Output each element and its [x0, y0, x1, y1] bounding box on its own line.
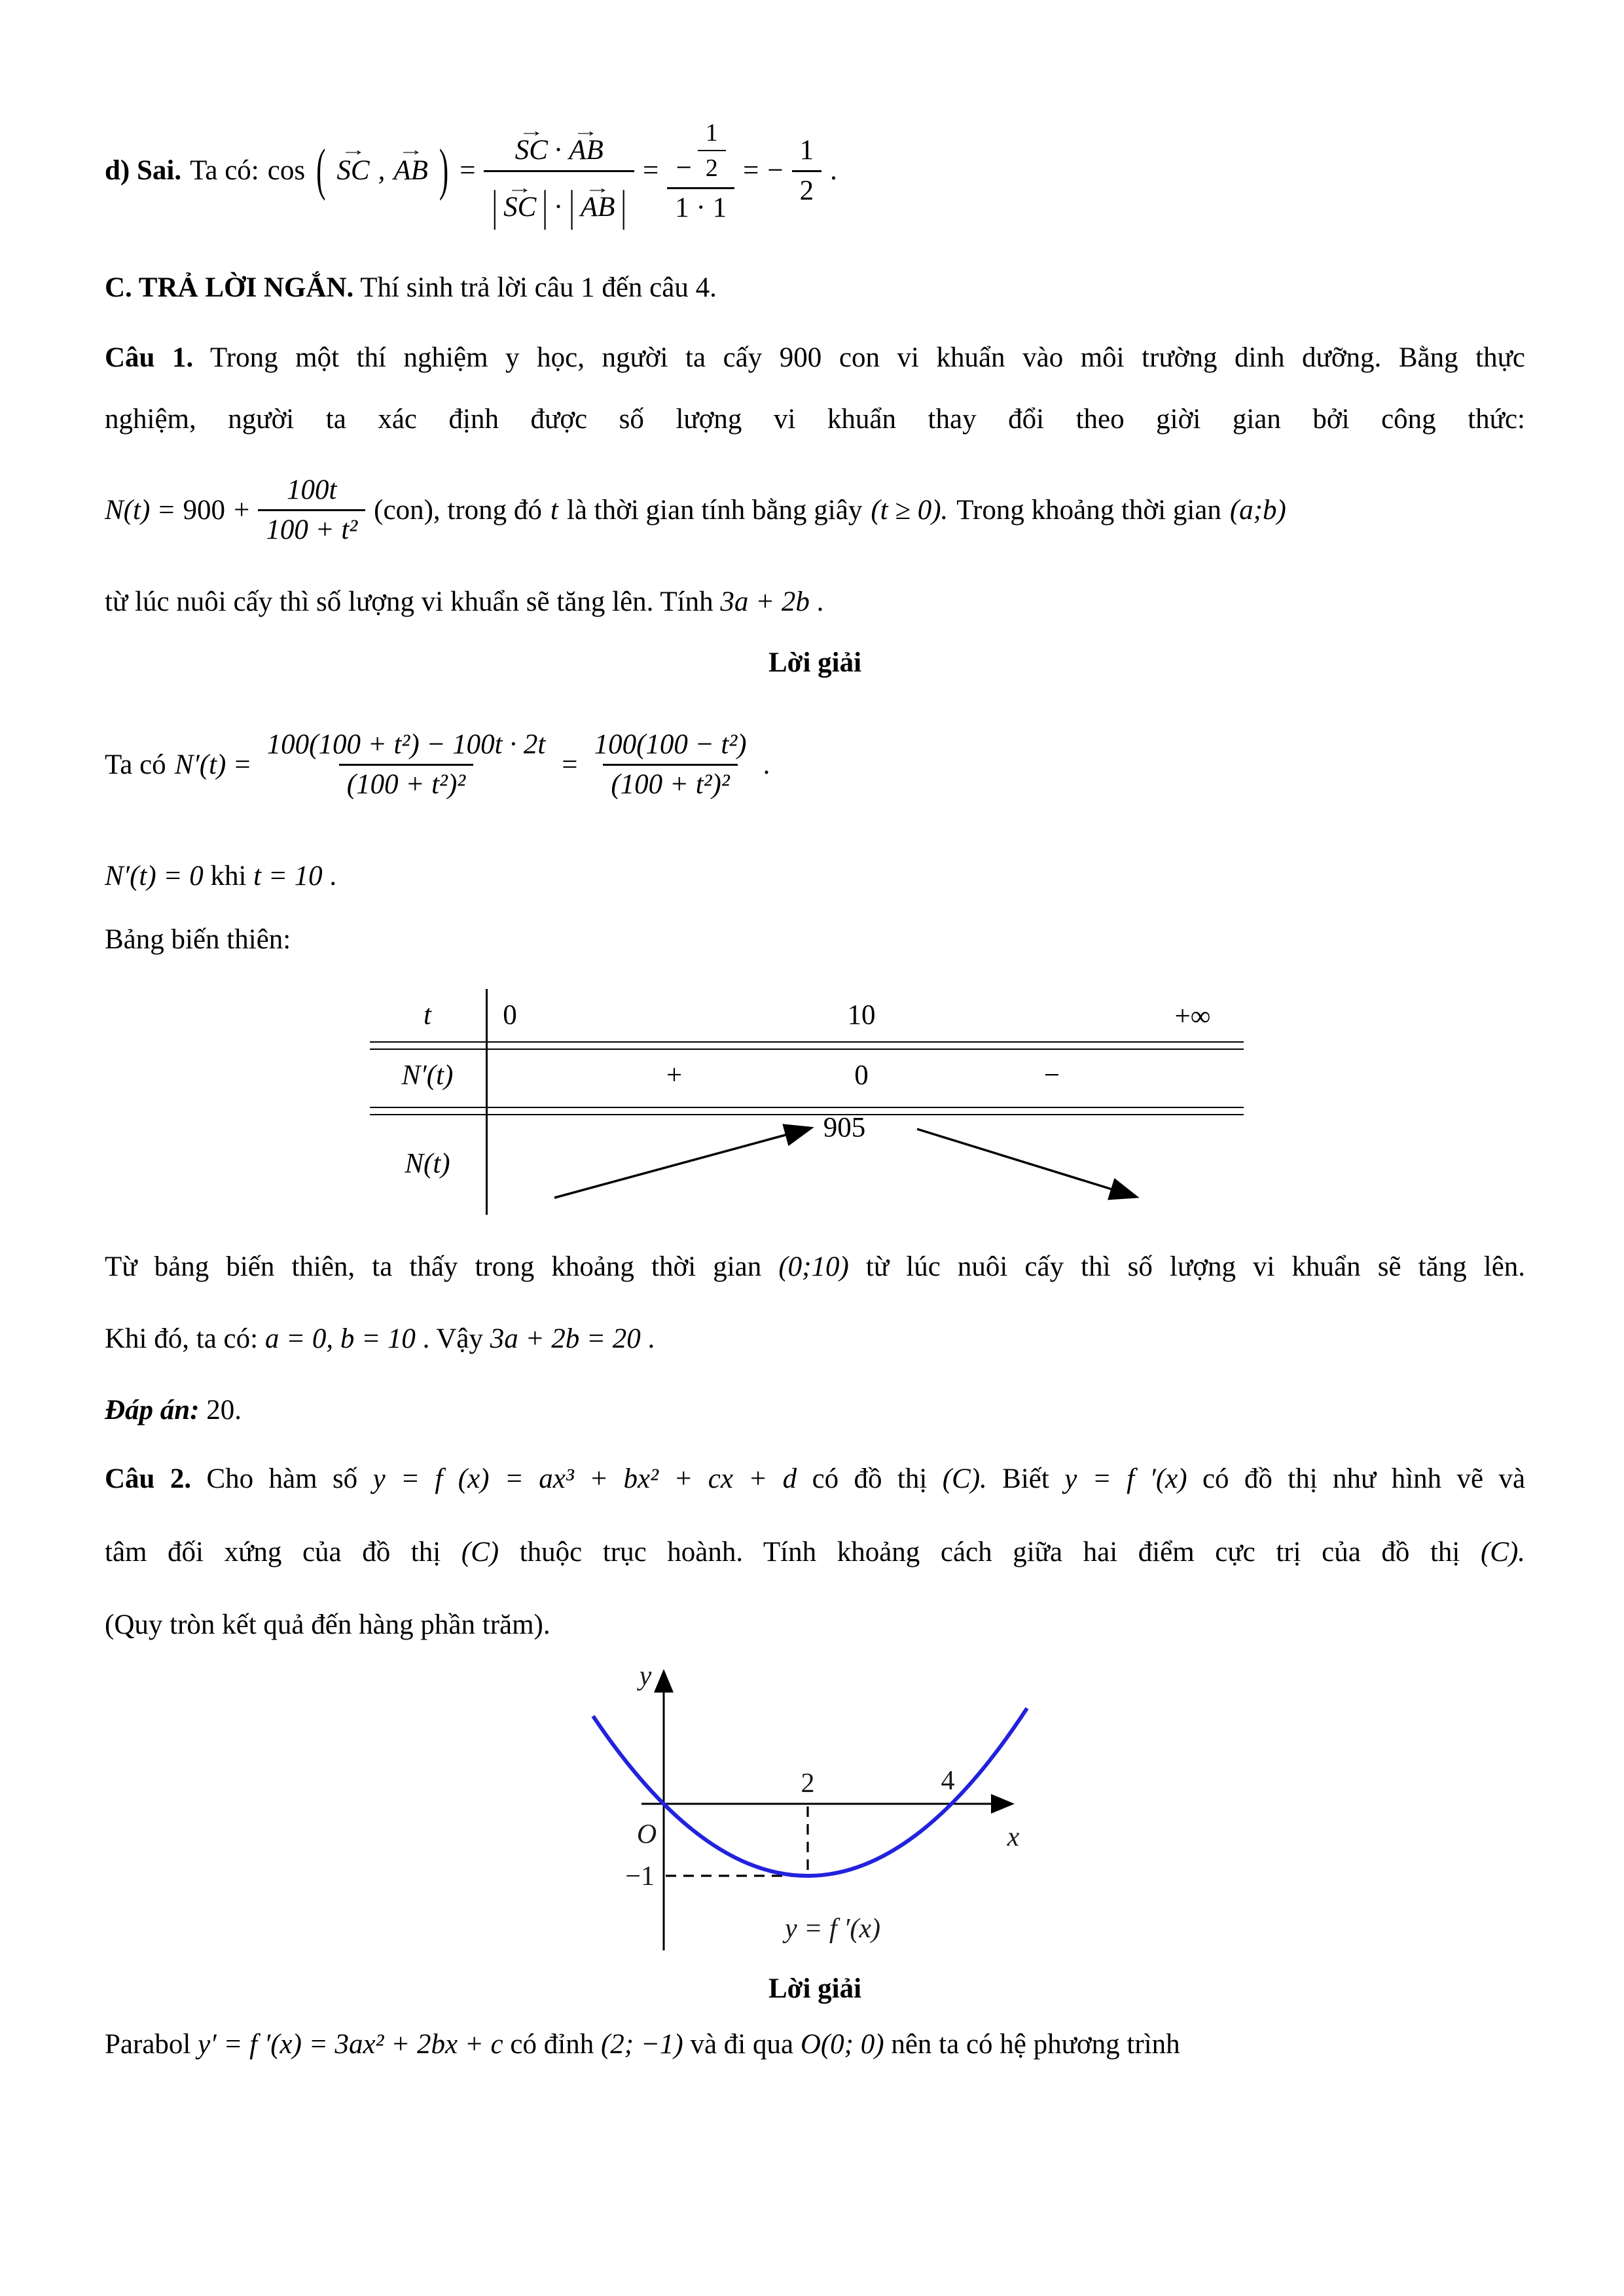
- fraction-dot-product: [484, 115, 634, 231]
- taco-text: Ta có: [105, 749, 166, 780]
- abs-bar: |: [569, 183, 575, 231]
- cau1-text1: Trong một thí nghiệm y học, người ta cấy 900 con vi khuẩn vào môi trường dinh dưỡng. Bằng thực: [210, 342, 1526, 374]
- n-prime-t: N′(t): [174, 749, 226, 780]
- table-max-value: 905: [823, 1112, 866, 1143]
- cau2-rounding-note: (Quy tròn kết quả đến hàng phần trăm).: [105, 1609, 550, 1640]
- vector-sc: → SC: [503, 179, 537, 223]
- decrease-arrow-icon: [917, 1129, 1135, 1196]
- abs-bar: |: [492, 183, 498, 231]
- variation-arrows: [486, 1113, 1244, 1215]
- solution2-heading: Lời giải: [768, 1973, 862, 2004]
- plus-sign: +: [234, 495, 250, 526]
- fraction-100t: $\frac{100t}{\text{100 + t²}}$: [258, 471, 365, 550]
- answer-label: Đáp án:: [105, 1394, 200, 1426]
- cau2-text-c: Biết: [1002, 1463, 1049, 1495]
- cau2-text-d: có đồ thị như hình vẽ và: [1202, 1463, 1526, 1495]
- khido-text: Khi đó, ta có:: [105, 1323, 259, 1354]
- table-value-infinity: +∞: [1174, 1001, 1211, 1032]
- parabol-line: [105, 2025, 1525, 2064]
- section-c-subtitle: Thí sinh trả lời câu 1 đến câu 4.: [360, 272, 717, 303]
- cau1-tail-text: Trong khoảng thời gian: [956, 495, 1221, 526]
- cau1-line1: [105, 338, 1525, 377]
- equals: =: [562, 749, 578, 780]
- cau1-label: Câu 1.: [105, 342, 194, 374]
- result-expression: 3a + 2b = 20: [490, 1323, 641, 1354]
- cau1-con-text: (con), trong đó: [374, 495, 542, 526]
- table-header-t: t: [424, 999, 431, 1031]
- section-c-heading: [105, 268, 1525, 307]
- interval-ab: (a;b): [1229, 495, 1286, 526]
- khi-text: khi: [210, 860, 247, 891]
- comma: ,: [378, 155, 386, 187]
- vector-ab: → AB: [569, 122, 604, 166]
- cau1-line4: [105, 583, 1525, 621]
- origin-point: O(0; 0): [800, 2028, 884, 2060]
- answer-value: 20.: [206, 1394, 242, 1426]
- equals: =: [642, 155, 659, 187]
- ab-values: a = 0, b = 10: [264, 1323, 416, 1354]
- table-sign-plus: +: [666, 1060, 683, 1091]
- vector-arrow-icon: →: [340, 141, 367, 160]
- tail-text: nên ta có hệ phương trình: [891, 2028, 1180, 2060]
- table-header-nprime: N′(t): [401, 1060, 454, 1091]
- minus-sign: −: [676, 152, 692, 183]
- table-value-0: 0: [503, 999, 517, 1031]
- vector-arrow-icon: →: [507, 179, 533, 197]
- period: .: [329, 860, 337, 891]
- vertex-coords: (2; −1): [600, 2028, 683, 2060]
- expr-3a-2b: 3a + 2b: [720, 586, 810, 617]
- table-sign-zero: 0: [854, 1060, 869, 1091]
- fraction-one-half: $\frac{1}{2}$: [792, 132, 822, 210]
- cau2-text-b: có đồ thị: [812, 1463, 928, 1495]
- after-table-text2: từ lúc nuôi cấy thì số lượng vi khuẩn sẽ tăng lên.: [865, 1251, 1526, 1283]
- n-of-t: N(t): [105, 495, 151, 526]
- statement-d-label: d) Sai.: [105, 155, 182, 187]
- tick-label-4: 4: [941, 1766, 955, 1797]
- cos-operator: cos: [267, 155, 306, 187]
- table-header-n: N(t): [405, 1148, 450, 1179]
- vector-ab: → AB: [393, 151, 428, 190]
- cau1-text2: nghiệm, người ta xác định được số lượng vi khuẩn thay đổi theo giời gian bởi công thức:: [105, 403, 1525, 435]
- solution1-heading: Lời giải: [768, 647, 862, 679]
- khido-line: [105, 1319, 1525, 1358]
- period: .: [816, 586, 824, 617]
- dot-operator: ·: [553, 135, 564, 166]
- cau2-text-a: Cho hàm số: [206, 1463, 358, 1495]
- x-axis-label: x: [1007, 1822, 1020, 1853]
- t-variable: t: [550, 495, 558, 526]
- t-eq-10: t = 10: [253, 860, 323, 891]
- vector-arrow-icon: →: [573, 122, 600, 141]
- fraction-one-half: $\frac{1}{2}$: [698, 116, 726, 185]
- increase-arrow-icon: [554, 1128, 810, 1198]
- tick-label-2: 2: [801, 1768, 815, 1799]
- parabol-text: Parabol: [105, 2028, 191, 2060]
- period: .: [763, 749, 770, 780]
- vector-arrow-icon: →: [397, 141, 424, 160]
- parabola-equation: y′ = f ′(x) = 3ax² + 2bx + c: [198, 2028, 503, 2060]
- abs-bar: |: [542, 183, 548, 231]
- left-paren: (: [316, 139, 326, 202]
- section-c-title: C. TRẢ LỜI NGẮN.: [105, 272, 354, 303]
- period: .: [830, 155, 837, 187]
- equals: =: [743, 155, 759, 187]
- vector-ab: → AB: [580, 179, 615, 223]
- curve-c: (C).: [942, 1463, 987, 1495]
- diqua-text: và đi qua: [690, 2028, 794, 2060]
- dot-operator: ·: [553, 191, 564, 223]
- curve-c: (C): [461, 1536, 499, 1568]
- base-900: 900: [183, 495, 226, 526]
- cau2-line2: [105, 1533, 1525, 1571]
- vector-arrow-icon: →: [518, 122, 545, 141]
- origin-label: O: [636, 1820, 657, 1850]
- vay-text: . Vậy: [422, 1323, 483, 1354]
- cau1-formula-line: [105, 456, 1525, 565]
- cau2-line3: [105, 1605, 1525, 1644]
- statement-d-line: [105, 84, 1525, 258]
- statement-d-lead: Ta có:: [190, 155, 259, 187]
- right-paren: ): [439, 139, 449, 202]
- table-sign-minus: −: [1043, 1060, 1060, 1091]
- period: .: [647, 1323, 655, 1354]
- vector-sc: → SC: [514, 122, 548, 166]
- cau1-mid-text: là thời gian tính bằng giây: [566, 495, 863, 526]
- minus-sign: −: [767, 155, 784, 187]
- y-axis-label: y: [639, 1661, 652, 1692]
- cau1-text4: từ lúc nuôi cấy thì số lượng vi khuẩn sẽ tăng lên. Tính: [105, 586, 713, 617]
- answer-line: [105, 1391, 1525, 1429]
- fraction-derivative-1: $\frac{\text{100(100 + t²) − 100t · 2t}}{\text{(100 + t²)²}}$: [259, 726, 554, 804]
- abs-bar: |: [621, 183, 626, 231]
- equals: =: [460, 155, 476, 187]
- after-table-line: [105, 1247, 1525, 1286]
- interval-0-10: (0;10): [778, 1251, 849, 1283]
- zero-line: [105, 857, 1525, 895]
- cau2-label: Câu 2.: [105, 1463, 192, 1495]
- vector-sc: → SC: [336, 151, 369, 190]
- cubic-function: y = f (x) = ax³ + bx² + cx + d: [372, 1463, 797, 1495]
- cau2-text-e: tâm đối xứng của đồ thị: [105, 1536, 441, 1568]
- fraction-derivative-2: $\frac{\text{100(100 − t²)}}{\text{(100 + t²)²}}$: [586, 726, 755, 804]
- variation-table: [370, 989, 1244, 1215]
- equals: =: [158, 495, 175, 526]
- equals: =: [234, 749, 251, 780]
- curve-label: y = f ′(x): [785, 1914, 880, 1945]
- derivative-function: y = f ′(x): [1064, 1463, 1187, 1495]
- fraction-numeric: − $\frac{1}{2}$ 1 · 1: [667, 114, 734, 228]
- table-value-10: 10: [847, 999, 876, 1031]
- bbt-label: Bảng biến thiên:: [105, 924, 291, 955]
- codinh-text: có đỉnh: [510, 2028, 594, 2060]
- vector-arrow-icon: →: [585, 179, 611, 197]
- after-table-text1: Từ bảng biến thiên, ta thấy trong khoảng thời gian: [105, 1251, 762, 1283]
- derivative-formula-line: [105, 692, 1525, 838]
- nprime-eq-zero: N′(t) = 0: [105, 860, 204, 891]
- cau1-line2: [105, 400, 1525, 439]
- tick-label-neg1: −1: [625, 1861, 655, 1892]
- t-condition: (t ≥ 0).: [871, 495, 948, 526]
- cau2-text-f: thuộc trục hoành. Tính khoảng cách giữa hai điểm cực trị của đồ thị: [519, 1536, 1460, 1568]
- table-horizontal-rule: [370, 1041, 1244, 1050]
- function-graph: [589, 1655, 1034, 1954]
- curve-c: (C).: [1480, 1536, 1526, 1568]
- cau2-line1: [105, 1460, 1525, 1498]
